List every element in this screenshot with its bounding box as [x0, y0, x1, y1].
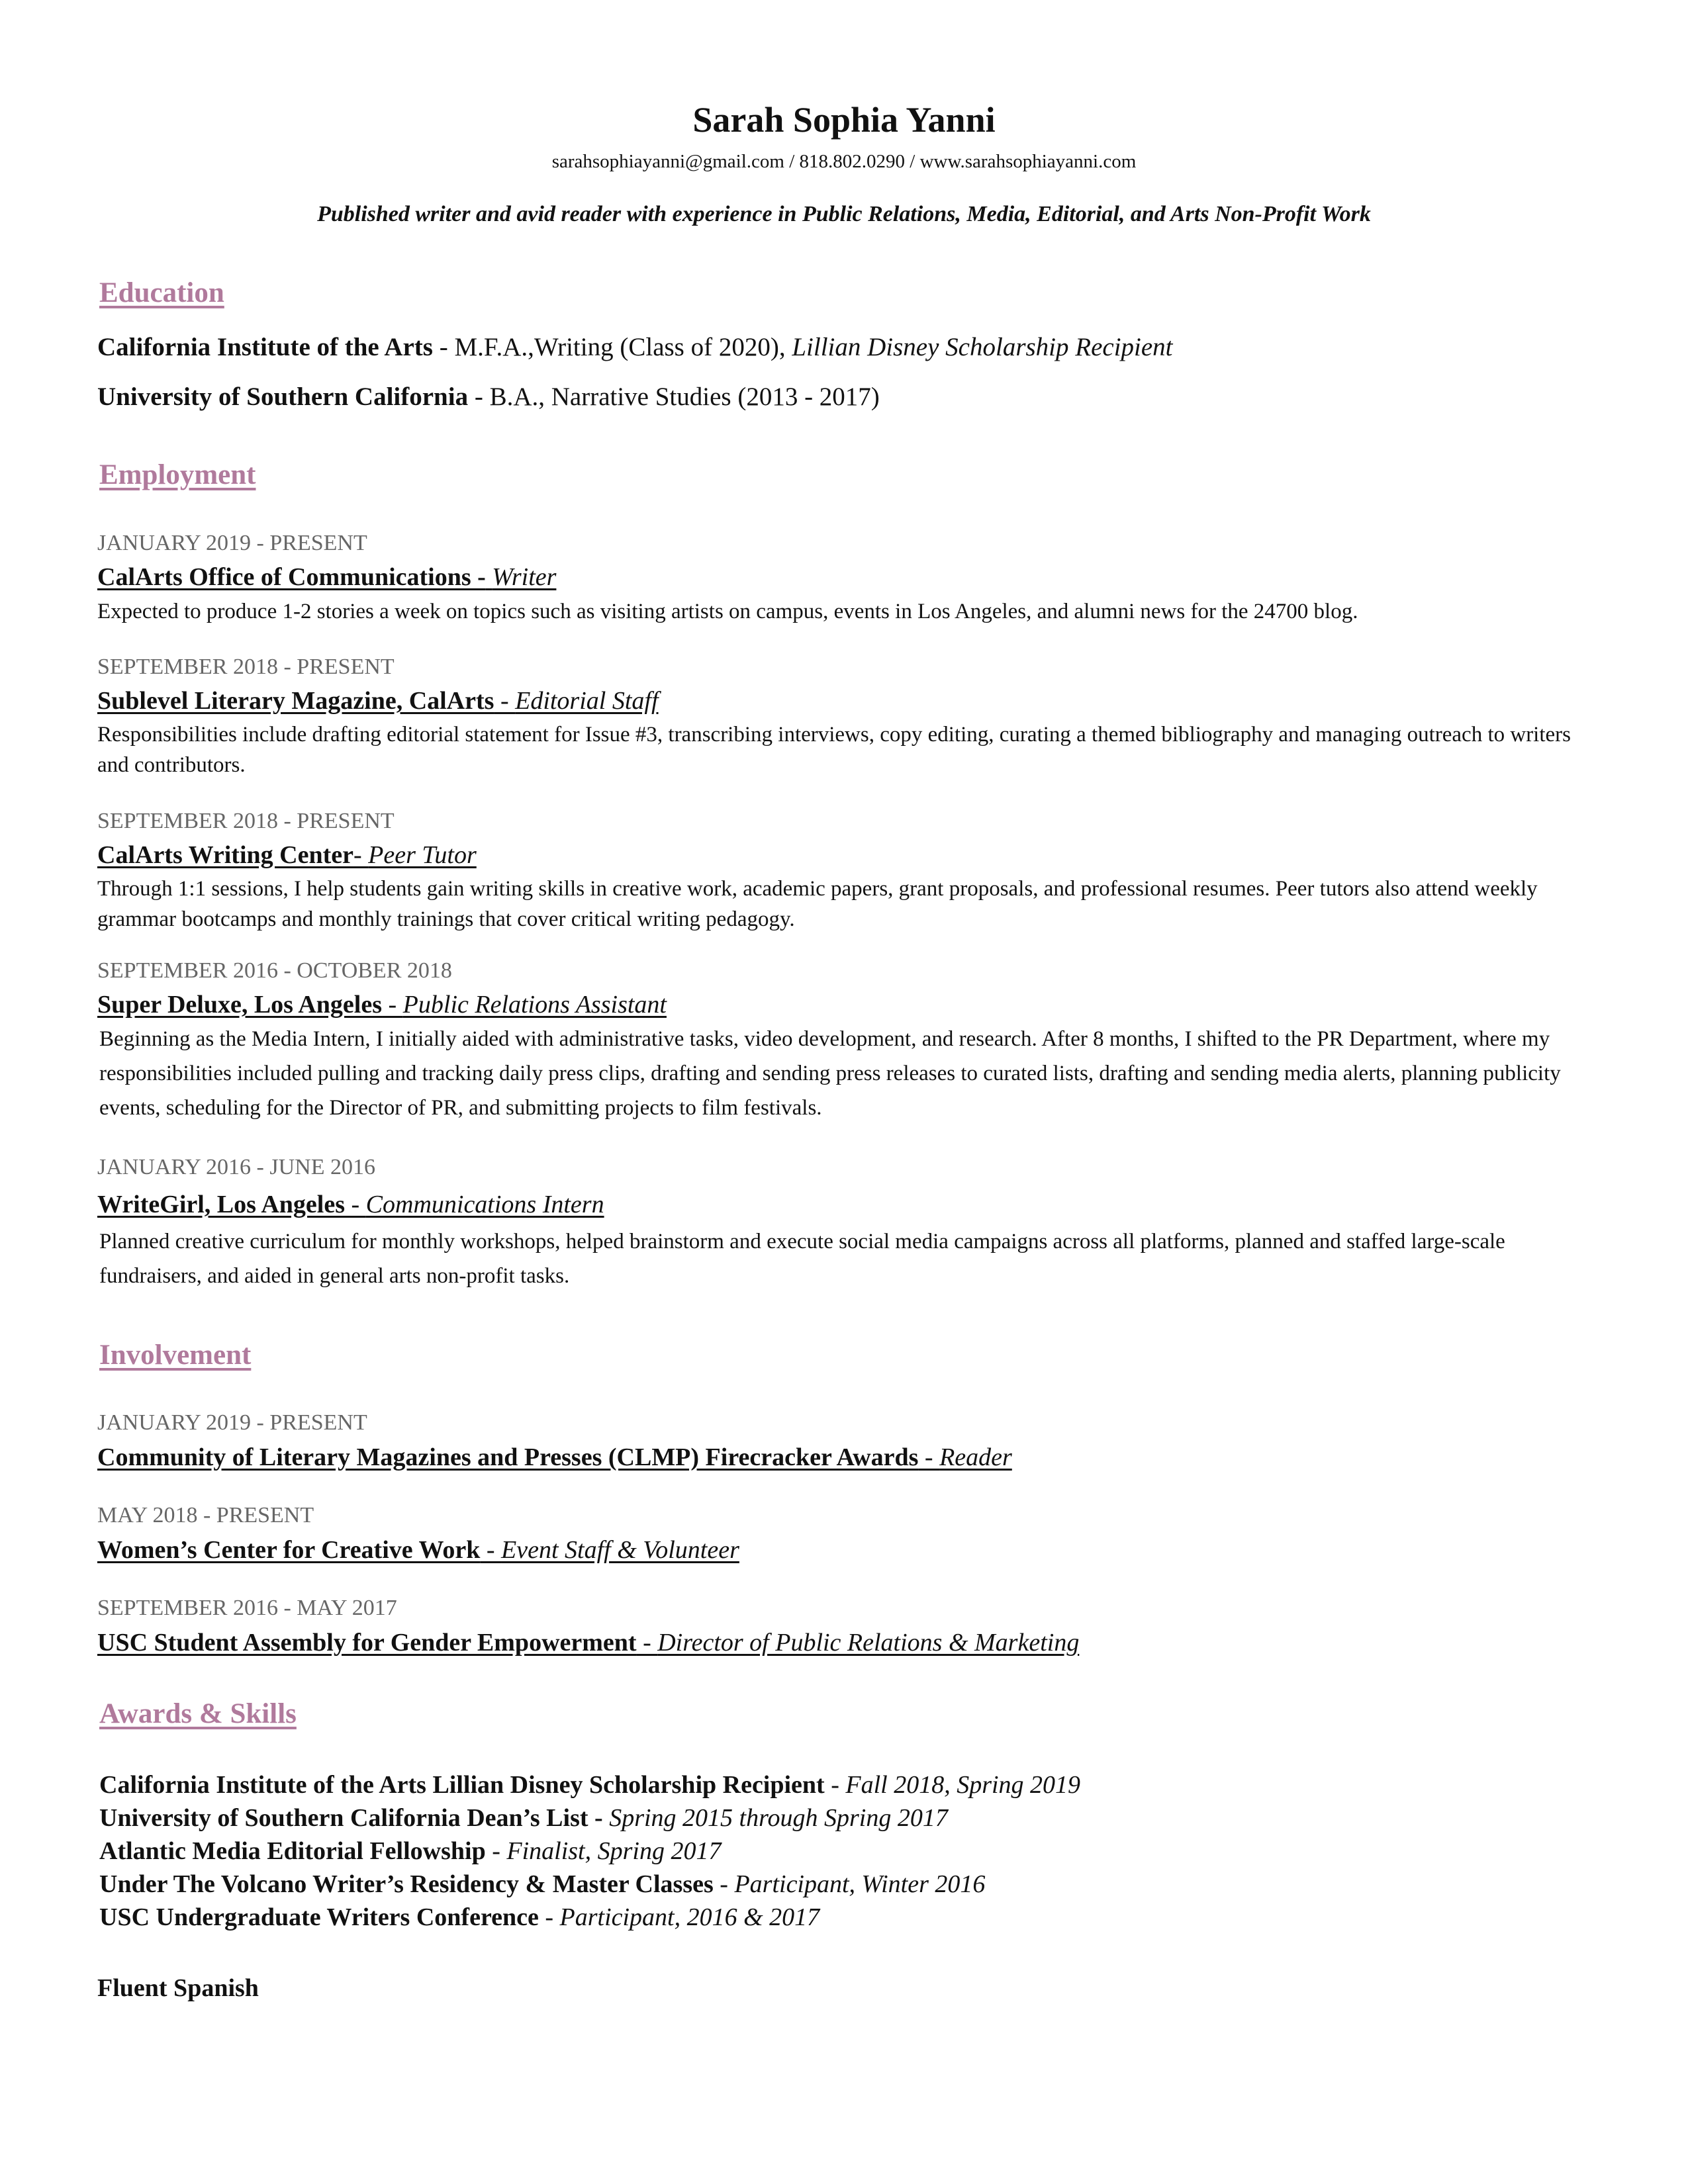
job-date: JANUARY 2016 - JUNE 2016: [97, 1155, 375, 1179]
job-org: CalArts Writing Center: [97, 841, 353, 869]
job-title-line: CalArts Writing Center- Peer Tutor: [97, 841, 477, 869]
award-detail: Participant, 2016 & 2017: [559, 1903, 820, 1931]
school-name: University of Southern California: [97, 383, 469, 411]
job-title: Communications Intern: [365, 1191, 604, 1218]
resume-name: Sarah Sophia Yanni: [692, 100, 996, 140]
job-title: Peer Tutor: [368, 841, 477, 869]
job-title-line: Sublevel Literary Magazine, CalArts - Editorial Staff: [97, 687, 659, 715]
job-description: Planned creative curriculum for monthly workshops, helped brainstorm and execute social media campaigns across all platforms, planned and staffed large-scale fundraisers, and aided in general arts non-profit tasks.: [99, 1230, 1505, 1288]
job-description: Through 1:1 sessions, I help students gain writing skills in creative work, academic papers, grant proposals, and professional resumes. Peer tutors also attend weekly grammar bootcamps and monthly trainings that cover critical writing pedagogy.: [97, 877, 1538, 931]
job-date: SEPTEMBER 2018 - PRESENT: [97, 809, 395, 833]
language-skill: Fluent Spanish: [97, 1974, 259, 2002]
job-date: SEPTEMBER 2016 - OCTOBER 2018: [97, 958, 452, 983]
involvement-date: SEPTEMBER 2016 - MAY 2017: [97, 1596, 397, 1620]
degree-note: Lillian Disney Scholarship Recipient: [792, 333, 1173, 361]
job-title: Editorial Staff: [515, 687, 659, 715]
award-detail: Finalist, Spring 2017: [506, 1837, 722, 1865]
involvement-org: Women’s Center for Creative Work: [97, 1536, 481, 1564]
award-name: University of Southern California Dean’s List -: [99, 1804, 603, 1832]
school-name: California Institute of the Arts: [97, 333, 433, 361]
involvement-title-line: Women’s Center for Creative Work - Event Staff & Volunteer: [97, 1536, 739, 1564]
award-detail: Fall 2018, Spring 2019: [845, 1771, 1081, 1799]
tagline: Published writer and avid reader with experience in Public Relations, Media, Editorial, and Arts Non-Profit Work: [317, 202, 1371, 226]
degree-detail: - B.A., Narrative Studies (2013 - 2017): [468, 383, 880, 411]
involvement-title-line: USC Student Assembly for Gender Empowerment - Director of Public Relations & Marketing: [97, 1629, 1080, 1657]
job-title-line: [97, 563, 556, 592]
award-detail: Participant, Winter 2016: [734, 1870, 986, 1898]
section-heading-education: Education: [99, 277, 224, 308]
job-org: Sublevel Literary Magazine, CalArts: [97, 687, 494, 715]
award-item: USC Undergraduate Writers Conference - Participant, 2016 & 2017: [99, 1903, 820, 1931]
job-title: Writer: [492, 563, 557, 591]
involvement-org: USC Student Assembly for Gender Empowerment: [97, 1629, 637, 1657]
award-item: Atlantic Media Editorial Fellowship - Finalist, Spring 2017: [99, 1837, 722, 1865]
education-entry: [97, 382, 880, 412]
section-heading-awards: Awards & Skills: [99, 1698, 297, 1729]
job-title-line: Super Deluxe, Los Angeles - Public Relations Assistant: [97, 991, 667, 1019]
involvement-role: Event Staff & Volunteer: [501, 1536, 739, 1564]
involvement-title-line: Community of Literary Magazines and Presses (CLMP) Firecracker Awards - Reader: [97, 1443, 1012, 1471]
involvement-role: Reader: [939, 1443, 1012, 1471]
involvement-date: JANUARY 2019 - PRESENT: [97, 1410, 367, 1435]
award-name: Atlantic Media Editorial Fellowship: [99, 1837, 486, 1865]
degree-detail: - M.F.A.,Writing (Class of 2020),: [432, 333, 792, 361]
job-title: Public Relations Assistant: [402, 991, 667, 1019]
job-org: Super Deluxe, Los Angeles: [97, 991, 383, 1019]
section-heading-employment: Employment: [99, 459, 256, 490]
job-description: Expected to produce 1-2 stories a week on topics such as visiting artists on campus, events in Los Angeles, and alumni news for the 24700 blog.: [97, 600, 1358, 623]
award-item: Under The Volcano Writer’s Residency & Master Classes - Participant, Winter 2016: [99, 1870, 986, 1898]
involvement-date: MAY 2018 - PRESENT: [97, 1503, 314, 1527]
job-date: SEPTEMBER 2018 - PRESENT: [97, 655, 395, 679]
award-detail: Spring 2015 through Spring 2017: [609, 1804, 948, 1832]
award-item: [99, 1803, 948, 1833]
job-title-line: WriteGirl, Los Angeles - Communications Intern: [97, 1191, 604, 1218]
involvement-role: Director of Public Relations & Marketing: [657, 1629, 1080, 1657]
job-org: CalArts Office of Communications -: [97, 563, 486, 591]
education-entry: [97, 332, 1173, 362]
job-description: Responsibilities include drafting editorial statement for Issue #3, transcribing interviews, copy editing, curating a themed bibliography and managing outreach to writers and contributors.: [97, 723, 1571, 777]
award-name: California Institute of the Arts Lillian Disney Scholarship Recipient: [99, 1771, 825, 1799]
award-item: California Institute of the Arts Lillian Disney Scholarship Recipient - Fall 2018, Spring 2019: [99, 1771, 1081, 1799]
job-org: WriteGirl, Los Angeles: [97, 1191, 345, 1218]
award-name: USC Undergraduate Writers Conference: [99, 1903, 539, 1931]
involvement-org: Community of Literary Magazines and Presses (CLMP) Firecracker Awards: [97, 1443, 919, 1471]
job-date: JANUARY 2019 - PRESENT: [97, 531, 367, 555]
job-description: Beginning as the Media Intern, I initially aided with administrative tasks, video development, and research. After 8 months, I shifted to the PR Department, where my responsibilities included pulling and tracking daily press clips, drafting and sending press releases to curated lists, drafting and sending media alerts, planning publicity events, scheduling for the Director of PR, and submitting projects to film festivals.: [99, 1027, 1561, 1120]
award-name: Under The Volcano Writer’s Residency & Master Classes: [99, 1870, 714, 1898]
section-heading-involvement: Involvement: [99, 1340, 252, 1371]
contact-line: sarahsophiayanni@gmail.com / 818.802.0290 / www.sarahsophiayanni.com: [551, 151, 1137, 172]
